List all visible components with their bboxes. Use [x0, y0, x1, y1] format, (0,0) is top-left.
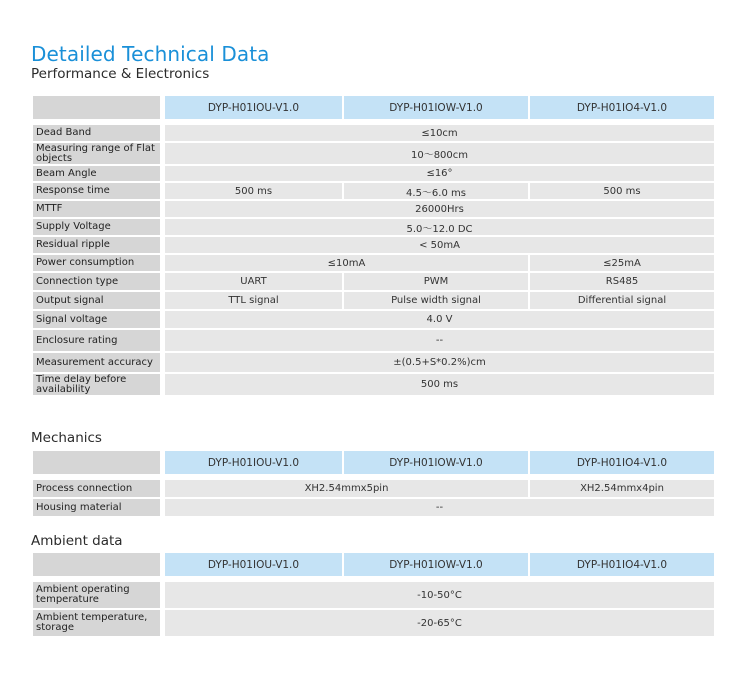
row-values	[165, 143, 714, 164]
row-label: Housing material	[33, 499, 160, 516]
row-values	[165, 374, 714, 395]
row-values	[165, 353, 714, 372]
model-header-3: DYP-H01IO4-V1.0	[530, 451, 714, 474]
table-row	[33, 582, 714, 608]
table-row	[33, 374, 714, 395]
value-cell: UART	[165, 273, 342, 290]
model-header-row	[33, 96, 714, 119]
value-cell: ≤10cm	[165, 125, 714, 141]
row-values	[165, 219, 714, 235]
model-header-row	[33, 451, 714, 474]
table-row	[33, 499, 714, 516]
value-cell: 500 ms	[530, 183, 714, 199]
section-title-ambient: Ambient data	[31, 533, 123, 549]
table-row	[33, 273, 714, 290]
table-row	[33, 183, 714, 199]
row-label: Measurement accuracy	[33, 353, 160, 372]
mechanics-table	[33, 451, 714, 518]
value-cell: ≤16°	[165, 166, 714, 181]
header-blank-cell	[33, 451, 160, 474]
row-label: Residual ripple	[33, 237, 160, 253]
value-cell: XH2.54mmx4pin	[530, 480, 714, 497]
table-row	[33, 219, 714, 235]
table-row	[33, 480, 714, 497]
table-row	[33, 237, 714, 253]
row-label: Dead Band	[33, 125, 160, 141]
value-cell: 4.5～6.0 ms	[344, 183, 528, 199]
value-cell: 500 ms	[165, 374, 714, 395]
row-values	[165, 582, 714, 608]
value-cell: RS485	[530, 273, 714, 290]
table-row	[33, 201, 714, 217]
table-row	[33, 610, 714, 636]
row-label: Connection type	[33, 273, 160, 290]
row-label: Process connection	[33, 480, 160, 497]
model-header-1: DYP-H01IOU-V1.0	[165, 553, 342, 576]
model-header-3: DYP-H01IO4-V1.0	[530, 96, 714, 119]
value-cell: ≤25mA	[530, 255, 714, 271]
row-label: Enclosure rating	[33, 330, 160, 351]
row-label: Power consumption	[33, 255, 160, 271]
model-header-2: DYP-H01IOW-V1.0	[344, 96, 528, 119]
model-header-1: DYP-H01IOU-V1.0	[165, 96, 342, 119]
model-header-3: DYP-H01IO4-V1.0	[530, 553, 714, 576]
row-label: Ambient temperature, storage	[33, 610, 160, 636]
row-values	[165, 330, 714, 351]
row-label: Response time	[33, 183, 160, 199]
value-cell: < 50mA	[165, 237, 714, 253]
value-cell: ≤10mA	[165, 255, 528, 271]
row-label: Measuring range of Flat objects	[33, 143, 160, 164]
header-blank-cell	[33, 553, 160, 576]
value-cell: -10-50°C	[165, 582, 714, 608]
value-cell: ±(0.5+S*0.2%)cm	[165, 353, 714, 372]
row-values	[165, 255, 714, 271]
value-cell: PWM	[344, 273, 528, 290]
row-label: Ambient operating temperature	[33, 582, 160, 608]
value-cell: -20-65°C	[165, 610, 714, 636]
row-values	[165, 201, 714, 217]
value-cell: --	[165, 330, 714, 351]
row-values	[165, 183, 714, 199]
row-label: Beam Angle	[33, 166, 160, 181]
value-cell: 26000Hrs	[165, 201, 714, 217]
row-values	[165, 273, 714, 290]
model-header-row	[33, 553, 714, 576]
row-values	[165, 237, 714, 253]
page-title: Detailed Technical Data	[31, 42, 270, 66]
row-values	[165, 125, 714, 141]
row-values	[165, 610, 714, 636]
value-cell: TTL signal	[165, 292, 342, 309]
row-values	[165, 311, 714, 328]
value-cell: Differential signal	[530, 292, 714, 309]
row-label: Supply Voltage	[33, 219, 160, 235]
value-cell: 5.0～12.0 DC	[165, 219, 714, 235]
row-values	[165, 292, 714, 309]
ambient-table	[33, 553, 714, 638]
table-row	[33, 125, 714, 141]
table-row	[33, 255, 714, 271]
table-row	[33, 143, 714, 164]
table-row	[33, 353, 714, 372]
row-values	[165, 480, 714, 497]
value-cell: 10～800cm	[165, 143, 714, 164]
value-cell: Pulse width signal	[344, 292, 528, 309]
row-values	[165, 499, 714, 516]
model-header-2: DYP-H01IOW-V1.0	[344, 553, 528, 576]
section-title-performance: Performance & Electronics	[31, 66, 210, 82]
model-header-2: DYP-H01IOW-V1.0	[344, 451, 528, 474]
header-blank-cell	[33, 96, 160, 119]
value-cell: 500 ms	[165, 183, 342, 199]
section-title-mechanics: Mechanics	[31, 430, 102, 446]
row-label: Output signal	[33, 292, 160, 309]
row-values	[165, 166, 714, 181]
table-row	[33, 166, 714, 181]
table-row	[33, 292, 714, 309]
value-cell: --	[165, 499, 714, 516]
performance-table	[33, 96, 714, 397]
row-label: Signal voltage	[33, 311, 160, 328]
value-cell: 4.0 V	[165, 311, 714, 328]
table-row	[33, 330, 714, 351]
row-label: Time delay before availability	[33, 374, 160, 395]
model-header-1: DYP-H01IOU-V1.0	[165, 451, 342, 474]
row-label: MTTF	[33, 201, 160, 217]
table-row	[33, 311, 714, 328]
value-cell: XH2.54mmx5pin	[165, 480, 528, 497]
